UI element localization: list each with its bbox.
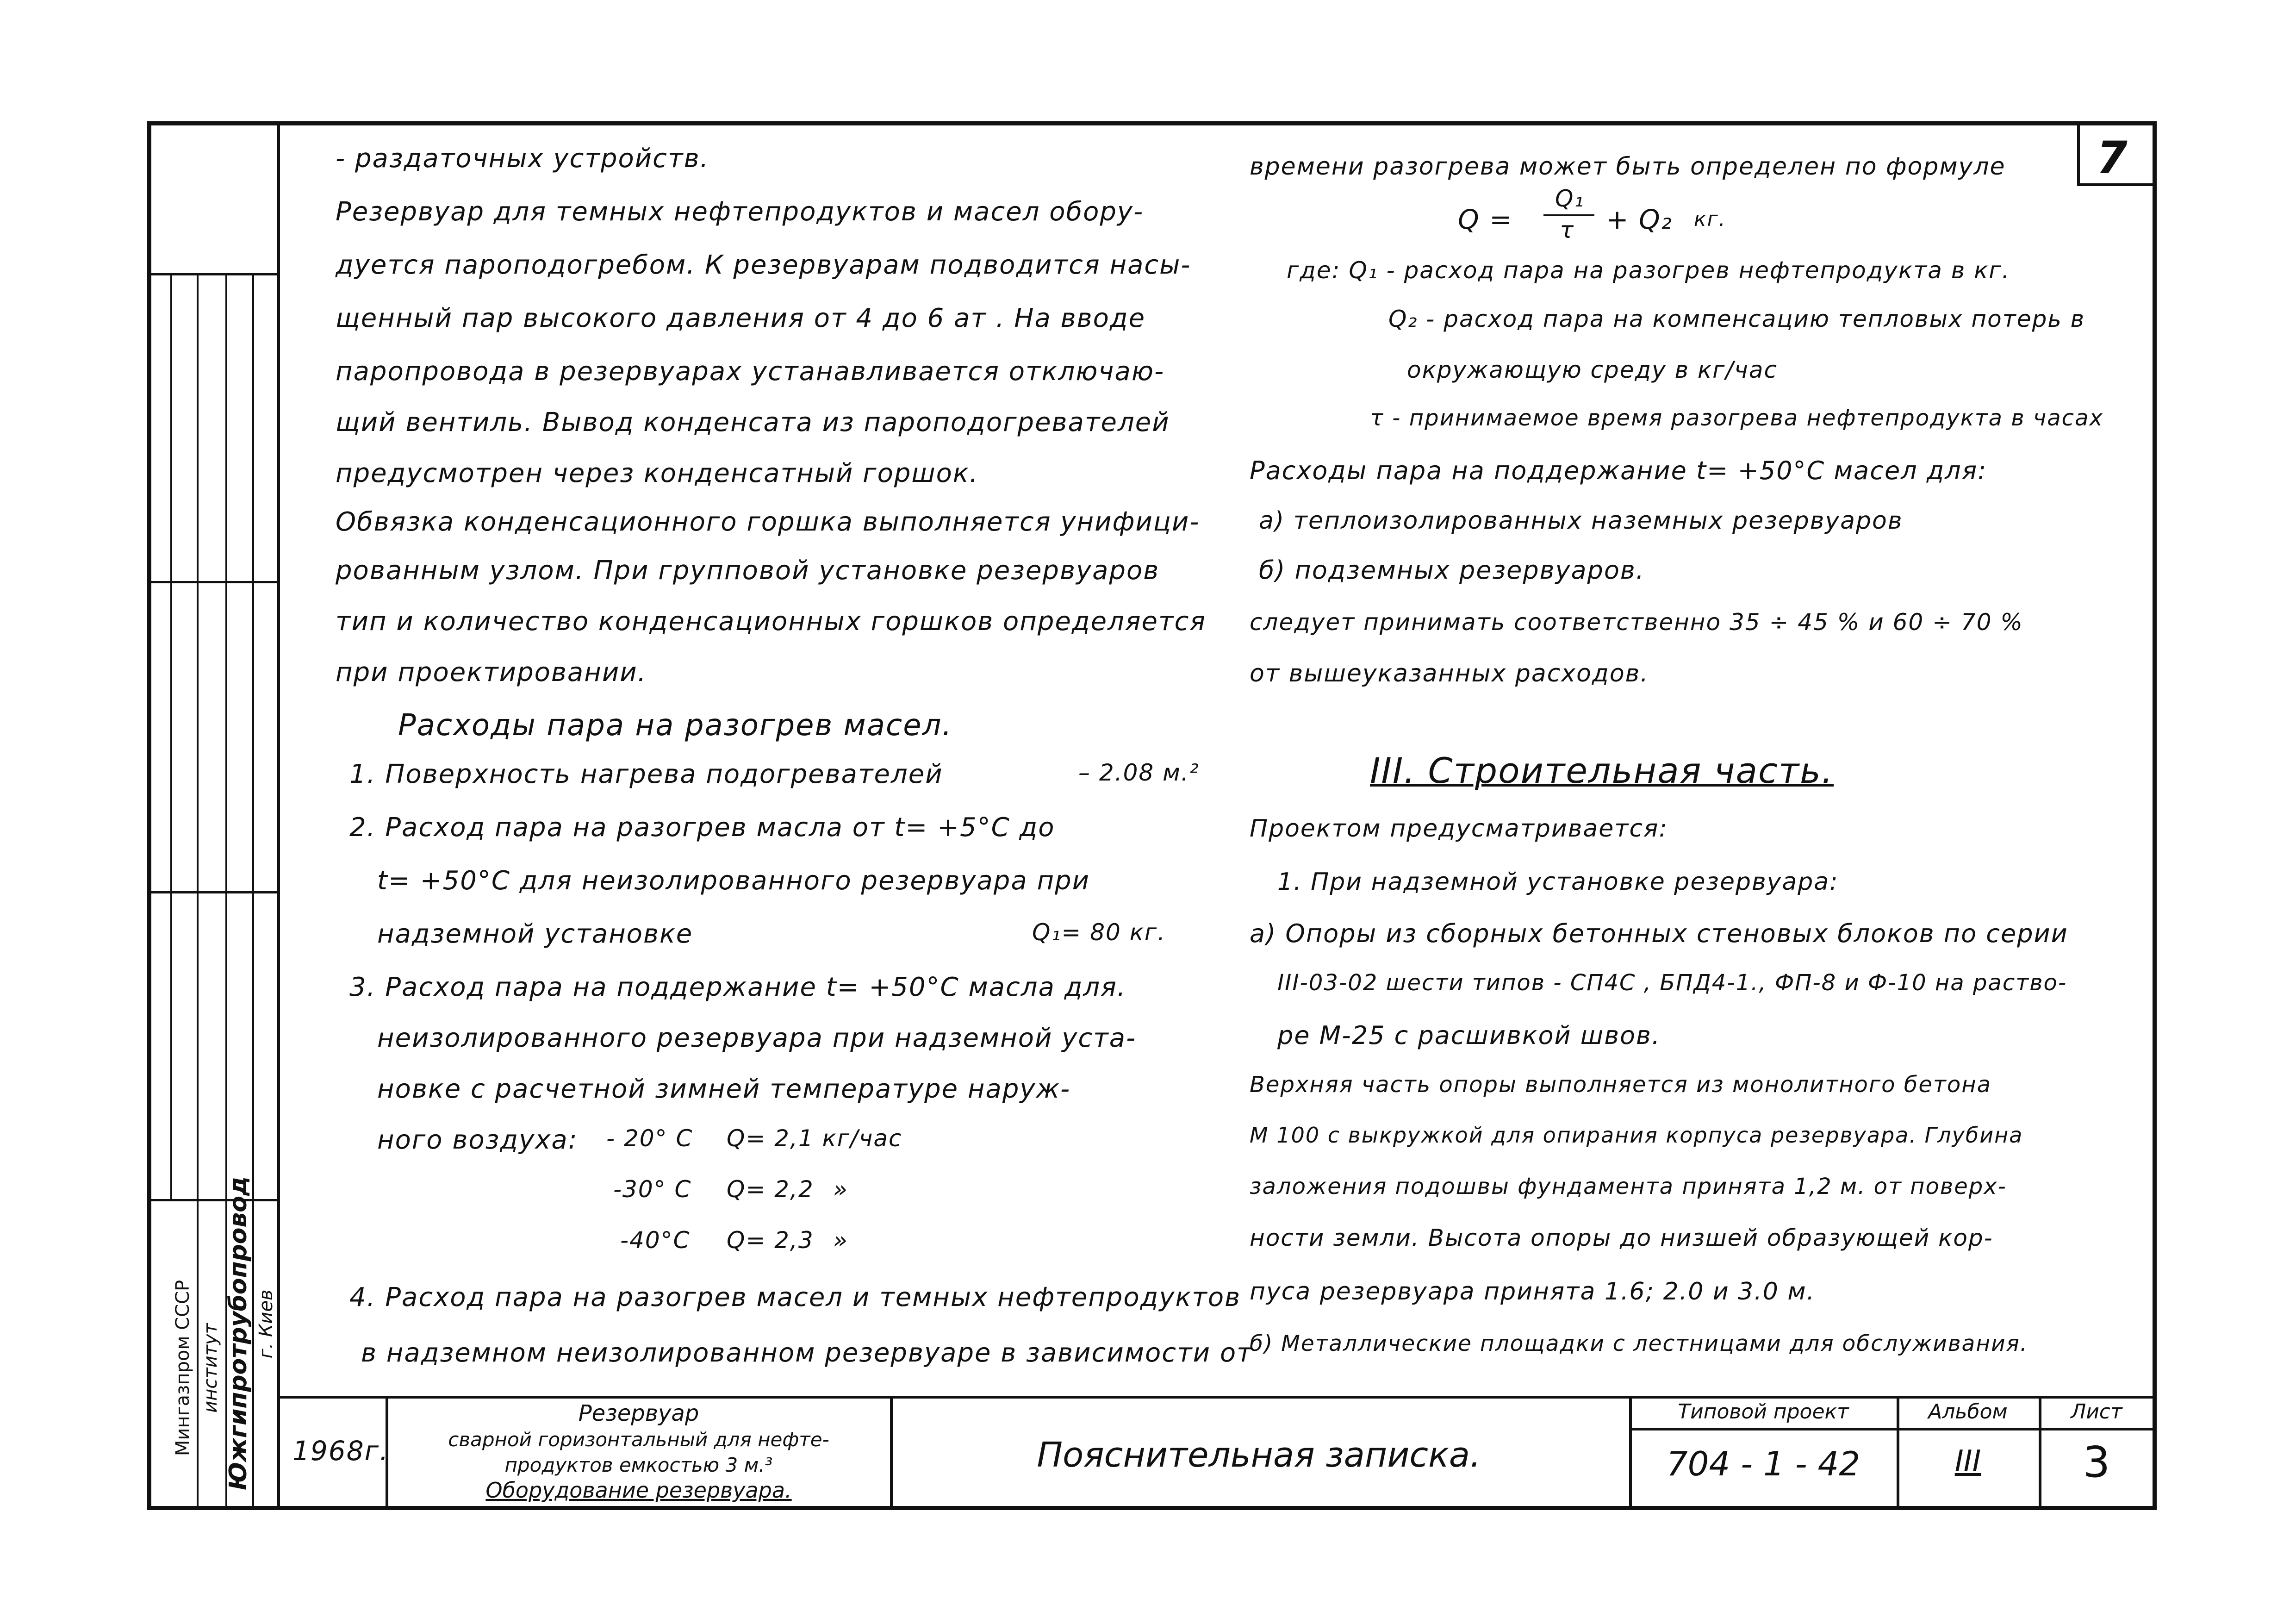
section-text-line: заложения подошвы фундамента принята 1,2 м. от поверх- [1250,1174,2007,1199]
item-1-value: – 2.08 м.² [1078,759,1200,786]
right-text-line: Q₂ - расход пара на компенсацию тепловых потерь в [1388,306,2085,332]
temp-value: -40°С [620,1227,691,1254]
right-text-line: τ - принимаемое время разогрева нефтепродукта в часах [1370,405,2103,431]
object-description: сварной горизонтальный для нефте- [448,1428,829,1451]
title-block-label-line [1629,1428,2157,1430]
title-block-year: 1968г. [292,1435,389,1467]
section-text-line: ности земли. Высота опоры до низшей образующей кор- [1250,1224,1993,1251]
left-text-line: паропровода в резервуарах устанавливается отключаю- [336,356,1165,387]
title-block-top-line [277,1396,2157,1399]
margin-org-city: г. Киев [255,1289,277,1359]
binding-margin-line [277,121,280,1510]
margin-column-line [170,273,172,1199]
margin-org-institute: институт [200,1323,221,1413]
temp-value: - 20° С [606,1125,693,1152]
margin-org-name: Южгипротрубопровод [224,1176,252,1491]
steam-value: Q= 2,2 [727,1176,814,1203]
ditto-mark: » [833,1176,848,1203]
right-text-line: Расходы пара на поддержание t= +50°С масел для: [1250,456,1987,485]
margin-column-line [252,273,254,1506]
item-2-text: надземной установке [377,919,693,949]
ditto-mark: » [833,1227,848,1254]
section-text-line: ре М-25 с расшивкой швов. [1277,1021,1661,1050]
sheet-number: 3 [2083,1437,2110,1487]
item-2-value: Q₁= 80 кг. [1032,919,1166,946]
formula-fraction-bar [1543,214,1594,216]
steam-value: Q= 2,1 кг/час [727,1125,902,1152]
right-text-line: следует принимать соответственно 35 ÷ 45 % и 60 ÷ 70 % [1250,609,2023,636]
formula [1412,185,1736,245]
left-text-line: при проектировании. [336,657,647,687]
left-text-line: щий вентиль. Вывод конденсата из пароподогревателей [336,407,1170,437]
temp-value: -30° С [613,1176,692,1203]
section-text-line: III-03-02 шести типов - СП4С , БПД4-1., ФП-8 и Ф-10 на раство- [1277,970,2067,996]
frame-top-border [147,121,2157,125]
page-number: 7 [2097,132,2128,184]
album-number: III [1954,1444,1981,1479]
project-number: 704 - 1 - 42 [1666,1444,1860,1483]
item-3-text: новке с расчетной зимней температуре наруж- [377,1074,1071,1104]
margin-grid-line [147,273,280,275]
item-3-text: неизолированного резервуара при надземной уста- [377,1023,1137,1053]
section-text-line: Верхняя часть опоры выполняется из монолитного бетона [1250,1072,1992,1098]
frame-bottom-border [147,1506,2157,1510]
right-text-line: а) теплоизолированных наземных резервуаров [1259,507,1903,535]
margin-grid-line [147,891,280,893]
album-label: Альбом [1928,1400,2008,1424]
section-text-line: Проектом предусматривается: [1250,815,1668,843]
document-title: Пояснительная записка. [1037,1435,1481,1475]
item-4-text: 4. Расход пара на разогрев масел и темных нефтепродуктов [349,1282,1241,1312]
section-text-line: б) Металлические площадки с лестницами для обслуживания. [1250,1331,2028,1356]
section-text-line: М 100 с выкружкой для опирания корпуса резервуара. Глубина [1250,1123,2023,1148]
margin-grid-line [147,581,280,583]
right-text-line: б) подземных резервуаров. [1259,556,1645,585]
margin-grid-line [147,1199,280,1201]
item-3-text: ного воздуха: [377,1125,578,1155]
margin-column-line [197,273,199,1506]
right-text-line: где: Q₁ - расход пара на разогрев нефтепродукта в кг. [1287,257,2010,284]
title-block-divider [890,1396,893,1510]
right-text-line: от вышеуказанных расходов. [1250,660,1649,687]
item-2-text: t= +50°С для неизолированного резервуара при [377,866,1090,896]
title-block-divider [1629,1396,1632,1510]
section-text-line: пуса резервуара принята 1.6; 2.0 и 3.0 м. [1250,1278,1816,1305]
item-4-text: в надземном неизолированном резервуаре в зависимости от [361,1338,1253,1368]
left-text-line: Обвязка конденсационного горшка выполняется унифици- [336,507,1200,537]
right-text-line: времени разогрева может быть определен по формуле [1250,153,2006,181]
left-text-line: щенный пар высокого давления от 4 до 6 ат . На вводе [336,303,1146,333]
page-number-box-left [2077,121,2080,186]
object-name: Резервуар [578,1400,699,1426]
project-label: Типовой проект [1678,1400,1849,1424]
item-3-text: 3. Расход пара на поддержание t= +50°С масла для. [349,972,1126,1002]
item-1-text: 1. Поверхность нагрева подогревателей [349,759,943,789]
steam-value: Q= 2,3 [727,1227,814,1254]
frame-right-border [2153,121,2157,1510]
formula-unit: кг. [1694,207,1726,231]
steam-consumption-heading: Расходы пара на разогрев масел. [398,708,952,743]
right-text-line: окружающую среду в кг/час [1407,356,1778,383]
frame-left-border [147,121,151,1510]
sheet-label: Лист [2071,1400,2122,1424]
formula-rhs: + Q₂ [1606,204,1673,235]
object-description: продуктов емкостью 3 м.³ [504,1454,773,1476]
formula-denominator: τ [1560,217,1575,244]
left-text-line: рованным узлом. При групповой установке резервуаров [336,556,1160,586]
object-subtitle: Оборудование резервуара. [485,1478,792,1503]
left-text-line: тип и количество конденсационных горшков определяется [336,606,1207,637]
title-block-divider [2039,1396,2041,1510]
left-text-line: Резервуар для темных нефтепродуктов и масел обору- [336,197,1144,227]
formula-lhs: Q = [1458,204,1513,235]
left-text-line: дуется пароподогребом. К резервуарам подводится насы- [336,250,1191,280]
section-text-line: а) Опоры из сборных бетонных стеновых блоков по серии [1250,919,2068,948]
left-text-line: - раздаточных устройств. [336,144,709,174]
section-heading: III. Строительная часть. [1370,750,1834,791]
item-2-text: 2. Расход пара на разогрев масла от t= +5°С до [349,812,1055,843]
formula-numerator: Q₁ [1555,185,1585,212]
section-text-line: 1. При надземной установке резервуара: [1277,868,1839,896]
title-block-divider [1897,1396,1899,1510]
margin-org-ministry: Мингазпром СССР [172,1280,193,1456]
left-text-line: предусмотрен через конденсатный горшок. [336,458,979,488]
